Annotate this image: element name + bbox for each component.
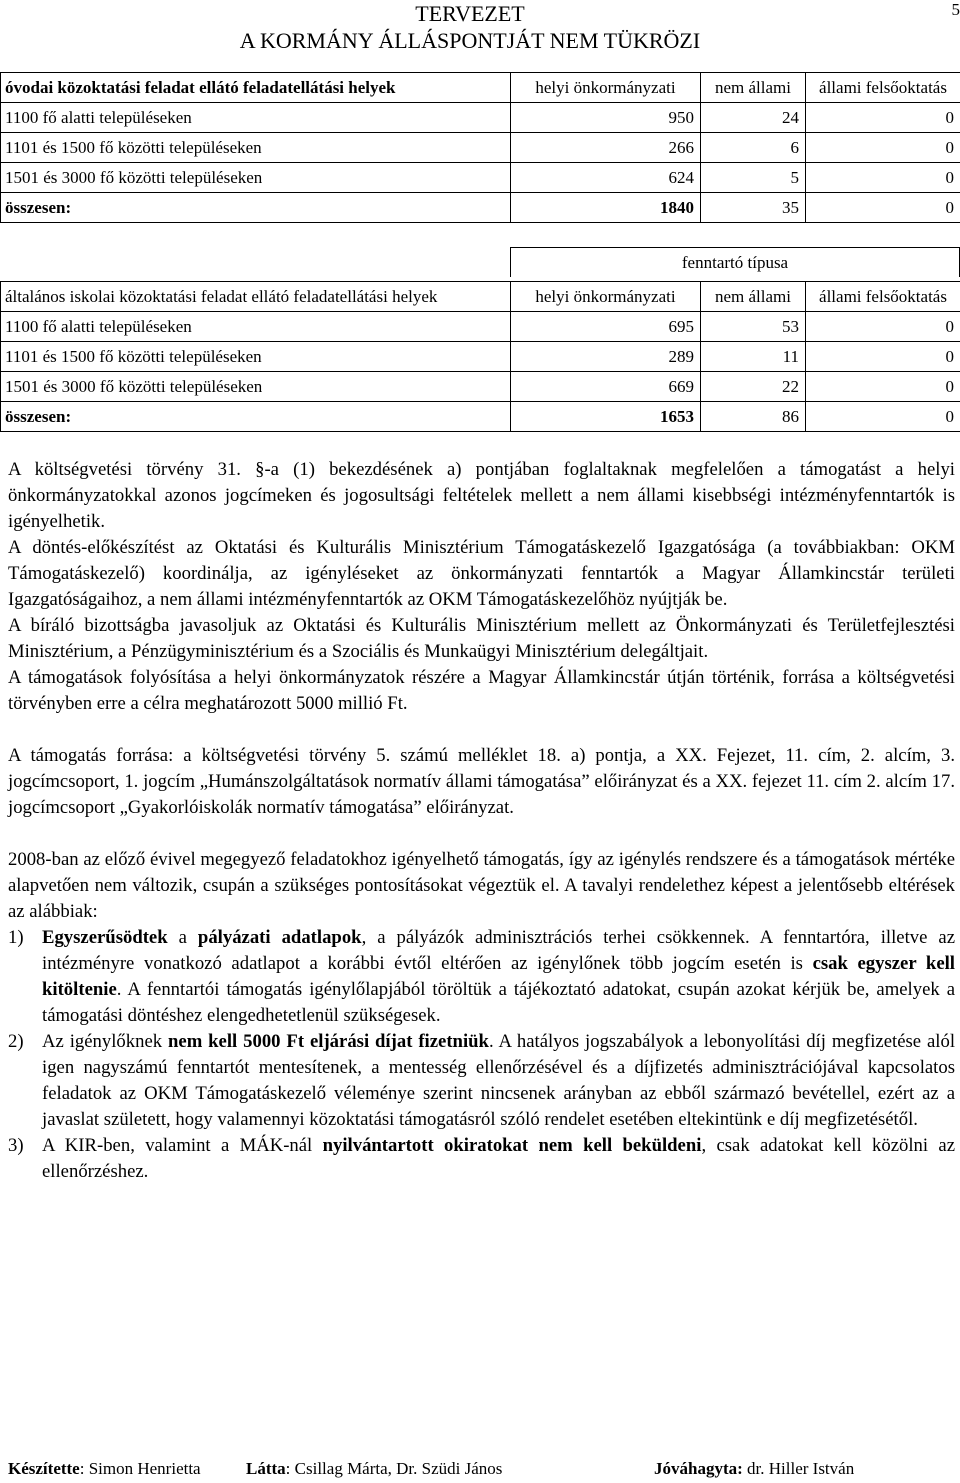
table-row <box>1 163 960 193</box>
table-row <box>1 312 960 342</box>
list-item <box>8 925 955 1029</box>
paragraph: A bíráló bizottságba javasoljuk az Oktatási és Kulturális Minisztérium mellett az Önkormányzati és Területfejlesztési Minisztérium, a Pénzügyminisztérium és a Szociális és Munkaügyi Minisztérium delegáltjait. <box>8 615 955 662</box>
table-total-row <box>1 402 960 432</box>
paragraph: A költségvetési törvény 31. §-a (1) bekezdésének a) pontjában foglaltaknak megfelelően a támogatást a helyi önkormányzatokkal azonos jogcímeken és jogosultsági feltételek mellett a nem állami kisebbségi intézményfenntartók is igényelhetik. <box>8 459 955 532</box>
table-cell: 950 <box>511 103 701 133</box>
list-text: . A fenntartói támogatás igénylőlapjából töröltük a tájékoztató adatokat, csupán azokat kérjük be, amelyek a támogatási döntéshez elengedhetetlenül szükségesek. <box>42 979 955 1026</box>
table-cell: 1840 <box>511 193 701 223</box>
table-cell: 1501 és 3000 fő közötti településeken <box>1 372 511 402</box>
list-text: . A hatályos jogszabályok a lebonyolítási díj megfizetése alól igen nagyszámú fenntartót mentesítenek, a mentesség ellenőrzésével és a díjfizetés adminisztrációjával kapcsolatos feladatok az OKM Támogatáskezelő véleménye szerint nincsenek arányban az ebből származó bevétellel, ezért az a javaslat született, hogy valamennyi közoktatási támogatásról szóló rendelet esetében eltekintünk e díj megfizetésétől. <box>42 1031 956 1130</box>
list-emphasis: nem kell 5000 Ft eljárási díjat fizetniük <box>168 1031 489 1052</box>
table-cell: 0 <box>806 103 960 133</box>
table-cell: 11 <box>701 342 806 372</box>
table-row <box>1 103 960 133</box>
table-row <box>1 372 960 402</box>
list-text: a <box>167 927 198 948</box>
kindergarten-table <box>0 72 960 223</box>
footer-approved-by <box>654 1459 854 1479</box>
table-cell: 695 <box>511 312 701 342</box>
table-cell: 1101 és 1500 fő közötti településeken <box>1 342 511 372</box>
table-cell: 1101 és 1500 fő közötti településeken <box>1 133 511 163</box>
table-header-cell: nem állami <box>701 73 806 103</box>
table-cell: 0 <box>806 312 960 342</box>
list-emphasis: pályázati adatlapok <box>197 927 362 948</box>
footer-label: Látta <box>246 1459 286 1478</box>
list-text: Az igénylőknek <box>42 1031 168 1052</box>
list-emphasis: Egyszerűsödtek <box>42 927 168 948</box>
list-text: , a pályázók adminisztrációs terhei csökkennek. A fenntartóra, illetve az intézményre vonatkozó adatlapot a korábbi évtől eltérően az igénylőnek több jogcím esetén is <box>42 927 956 974</box>
list-number: 1) <box>8 927 24 948</box>
footer-reviewed-by <box>246 1459 502 1479</box>
list-emphasis: csak egyszer kell kitöltenie <box>42 953 955 1000</box>
table-cell: 0 <box>806 372 960 402</box>
paragraph: 2008-ban az előző évivel megegyező feladatokhoz igényelhető támogatás, így az igénylés rendszere és a támogatások mértéke alapvetően nem változik, csupán a szükséges pontosításokat végeztük el. A tavalyi rendelethez képest a jelentősebb eltérések az alábbiak: <box>8 849 955 922</box>
table-cell: 1100 fő alatti településeken <box>1 103 511 133</box>
header-disclaimer: A KORMÁNY ÁLLÁSPONTJÁT NEM TÜKRÖZI <box>239 28 701 53</box>
table-cell: 0 <box>806 133 960 163</box>
table-cell: 1100 fő alatti településeken <box>1 312 511 342</box>
table-cell: 289 <box>511 342 701 372</box>
table-cell: összesen: <box>1 193 511 223</box>
table-caption: fenntartó típusa <box>510 247 960 277</box>
paragraph: A támogatás forrása: a költségvetési törvény 5. számú melléklet 18. a) pontja, a XX. Fejezet, 11. cím, 2. alcím, 3. jogcímcsoport, 1. jogcím „Humánszolgáltatások normatív állami támogatása” előirányzat és a XX. fejezet 11. cím 2. alcím 17. jogcímcsoport „Gyakorlóiskolák normatív támogatása” előirányzat. <box>8 745 955 818</box>
paragraph: A döntés-előkészítést az Oktatási és Kulturális Minisztérium Támogatáskezelő Igazgatósága (a továbbiakban: OKM Támogatáskezelő) koordinálja, az igényléseket az önkormányzati fenntartók a Magyar Államkincstár területi Igazgatóságaihoz, a nem állami intézményfenntartók az OKM Támogatáskezelőhöz nyújtják be. <box>8 537 955 610</box>
table-header-cell: óvodai közoktatási feladat ellátó feladatellátási helyek <box>1 73 511 103</box>
table-header-cell: állami felsőoktatás <box>806 282 960 312</box>
table-cell: 0 <box>806 193 960 223</box>
table-cell: 669 <box>511 372 701 402</box>
table-row <box>1 342 960 372</box>
footer-value: : Csillag Márta, Dr. Szüdi János <box>285 1459 503 1478</box>
table-cell: 0 <box>806 163 960 193</box>
table-cell: 53 <box>701 312 806 342</box>
table-header-cell: nem állami <box>701 282 806 312</box>
table-cell: 6 <box>701 133 806 163</box>
footer-label: Készítette <box>8 1459 80 1478</box>
body-text <box>8 457 955 1185</box>
table-cell: 266 <box>511 133 701 163</box>
footer-prepared-by <box>8 1459 201 1479</box>
table-total-row <box>1 193 960 223</box>
list-text: A KIR-ben, valamint a MÁK-nál <box>42 1135 323 1156</box>
table-header-cell: állami felsőoktatás <box>806 73 960 103</box>
table-cell: 624 <box>511 163 701 193</box>
list-number: 2) <box>8 1031 24 1052</box>
list-item <box>8 1133 955 1185</box>
table-header-cell: helyi önkormányzati <box>511 73 701 103</box>
footer-value: : Simon Henrietta <box>79 1459 201 1478</box>
list-text: , csak adatokat kell közölni az ellenőrzéshez. <box>42 1135 956 1182</box>
list-item <box>8 1029 955 1133</box>
paragraph: A támogatások folyósítása a helyi önkormányzatok részére a Magyar Államkincstár útján történik, forrása a költségvetési törvényben erre a célra meghatározott 5000 millió Ft. <box>8 667 955 714</box>
footer-value: dr. Hiller István <box>742 1459 855 1478</box>
table-row <box>1 133 960 163</box>
table-cell: 86 <box>701 402 806 432</box>
list-number: 3) <box>8 1135 24 1156</box>
table-cell: 5 <box>701 163 806 193</box>
table-cell: 1501 és 3000 fő közötti településeken <box>1 163 511 193</box>
page-number: 5 <box>951 0 960 19</box>
header-draft-label: TERVEZET <box>415 1 525 26</box>
table-cell: 1653 <box>511 402 701 432</box>
table-header-cell: általános iskolai közoktatási feladat ellátó feladatellátási helyek <box>1 282 511 312</box>
list-emphasis: nyilvántartott okiratokat nem kell beküldeni <box>322 1135 702 1156</box>
table-cell: 22 <box>701 372 806 402</box>
table-cell: 35 <box>701 193 806 223</box>
table-header-row <box>1 282 960 312</box>
table-header-row <box>1 73 960 103</box>
table-cell: 24 <box>701 103 806 133</box>
page-header <box>200 0 740 54</box>
table-cell: 0 <box>806 342 960 372</box>
table-cell: összesen: <box>1 402 511 432</box>
table-cell: 0 <box>806 402 960 432</box>
footer-label: Jóváhagyta: <box>654 1459 743 1478</box>
table-header-cell: helyi önkormányzati <box>511 282 701 312</box>
primary-school-table <box>0 281 960 432</box>
